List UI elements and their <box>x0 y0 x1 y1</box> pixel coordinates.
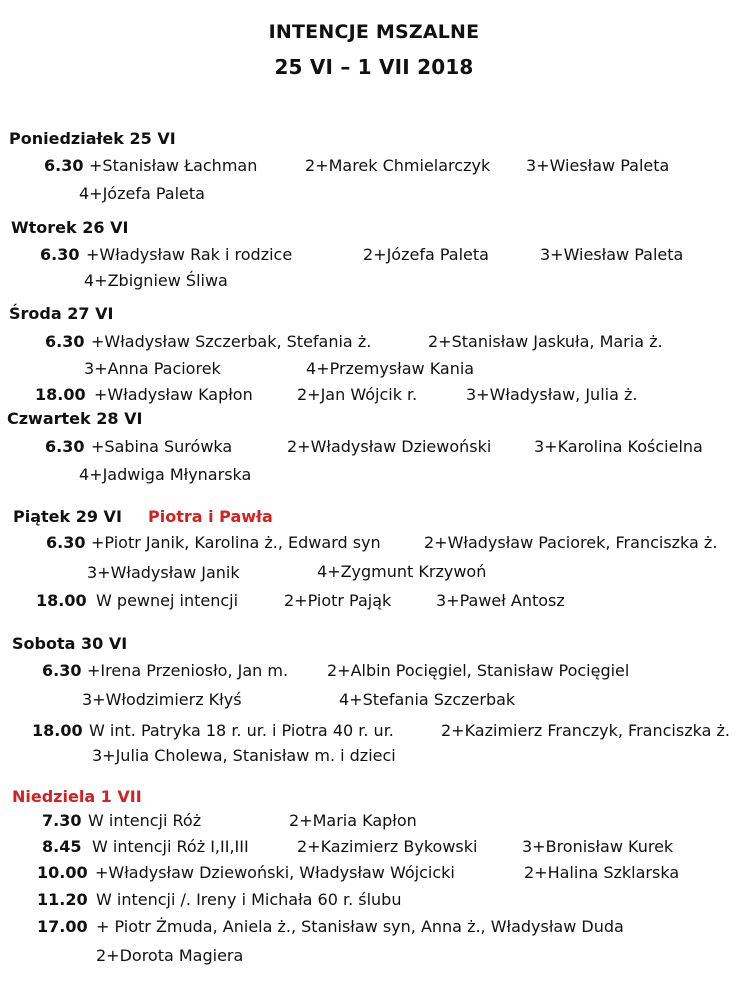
mass-time: 6.30 <box>42 661 82 680</box>
intention: 3+Anna Paciorek <box>84 359 221 378</box>
intention: 2+Marek Chmielarczyk <box>305 156 491 175</box>
intention: 3+Wiesław Paleta <box>540 245 684 264</box>
intention: W pewnej intencji <box>96 591 239 610</box>
intention: 2+Kazimierz Franczyk, Franciszka ż. <box>441 721 730 740</box>
intention: 4+Józefa Paleta <box>79 184 205 203</box>
intention: W intencji Róż <box>88 811 202 830</box>
intention: 3+Władysław Janik <box>87 563 240 582</box>
intention: 2+Dorota Magiera <box>96 946 244 965</box>
intention: + Piotr Żmuda, Aniela ż., Stanisław syn, Anna ż., Władysław Duda <box>96 917 624 936</box>
intention: 3+Paweł Antosz <box>436 591 565 610</box>
intention: 3+Władysław, Julia ż. <box>466 385 638 404</box>
intention: 3+Julia Cholewa, Stanisław m. i dzieci <box>92 746 396 765</box>
intention: +Piotr Janik, Karolina ż., Edward syn <box>91 533 381 552</box>
mass-time: 11.20 <box>37 890 88 909</box>
intention: W intencji /. Ireny i Michała 60 r. ślubu <box>96 890 402 909</box>
mass-time: 8.45 <box>42 837 82 856</box>
day-heading-sunday: Niedziela 1 VII <box>12 787 142 806</box>
intention: +Władysław Kapłon <box>94 385 253 404</box>
intention: 4+Zygmunt Krzywoń <box>317 562 487 581</box>
intention: 3+Wiesław Paleta <box>526 156 670 175</box>
intention: 2+Władysław Paciorek, Franciszka ż. <box>424 533 718 552</box>
intention: 3+Bronisław Kurek <box>522 837 674 856</box>
intention: 2+Maria Kapłon <box>289 811 417 830</box>
day-heading-saturday: Sobota 30 VI <box>12 634 128 653</box>
intention: 4+Stefania Szczerbak <box>339 690 516 709</box>
day-heading-tuesday: Wtorek 26 VI <box>11 218 129 237</box>
intention: 2+Piotr Pająk <box>284 591 392 610</box>
intention: W intencji Róż I,II,III <box>92 837 249 856</box>
day-heading-friday: Piątek 29 VI <box>13 507 122 526</box>
mass-time: 6.30 <box>45 437 85 456</box>
mass-time: 17.00 <box>37 917 88 936</box>
feast-label: Piotra i Pawła <box>148 507 273 526</box>
intention: 2+Kazimierz Bykowski <box>297 837 478 856</box>
intention: +Władysław Szczerbak, Stefania ż. <box>91 332 372 351</box>
intention: 2+Jan Wójcik r. <box>297 385 418 404</box>
mass-time: 18.00 <box>35 385 86 404</box>
intention: 4+Jadwiga Młynarska <box>79 465 252 484</box>
mass-time: 18.00 <box>36 591 87 610</box>
intention: +Irena Przeniosło, Jan m. <box>87 661 289 680</box>
day-heading-thursday: Czwartek 28 VI <box>7 409 143 428</box>
intention: 3+Włodzimierz Kłyś <box>82 690 242 709</box>
page-title: INTENCJE MSZALNE <box>268 21 480 43</box>
intention: 2+Halina Szklarska <box>524 863 680 882</box>
mass-time: 6.30 <box>44 156 84 175</box>
mass-time: 6.30 <box>46 533 86 552</box>
intention: +Władysław Dziewoński, Władysław Wójcicki <box>95 863 455 882</box>
intention: 2+Józefa Paleta <box>363 245 489 264</box>
intention: +Sabina Surówka <box>91 437 233 456</box>
intention: W int. Patryka 18 r. ur. i Piotra 40 r. ur. <box>89 721 394 740</box>
intention: 3+Karolina Kościelna <box>534 437 703 456</box>
day-heading-monday: Poniedziałek 25 VI <box>9 129 176 148</box>
mass-time: 6.30 <box>40 245 80 264</box>
mass-time: 7.30 <box>42 811 82 830</box>
intention: 4+Przemysław Kania <box>306 359 475 378</box>
intention: 2+Władysław Dziewoński <box>287 437 492 456</box>
mass-time: 10.00 <box>37 863 88 882</box>
mass-time: 18.00 <box>32 721 83 740</box>
intention: +Władysław Rak i rodzice <box>86 245 293 264</box>
intention: 2+Albin Pocięgiel, Stanisław Pocięgiel <box>327 661 630 680</box>
intention: +Stanisław Łachman <box>89 156 258 175</box>
mass-time: 6.30 <box>45 332 85 351</box>
page-subtitle: 25 VI – 1 VII 2018 <box>274 55 474 79</box>
intention: 2+Stanisław Jaskuła, Maria ż. <box>428 332 663 351</box>
intention: 4+Zbigniew Śliwa <box>84 271 228 290</box>
day-heading-wednesday: Środa 27 VI <box>9 304 114 323</box>
